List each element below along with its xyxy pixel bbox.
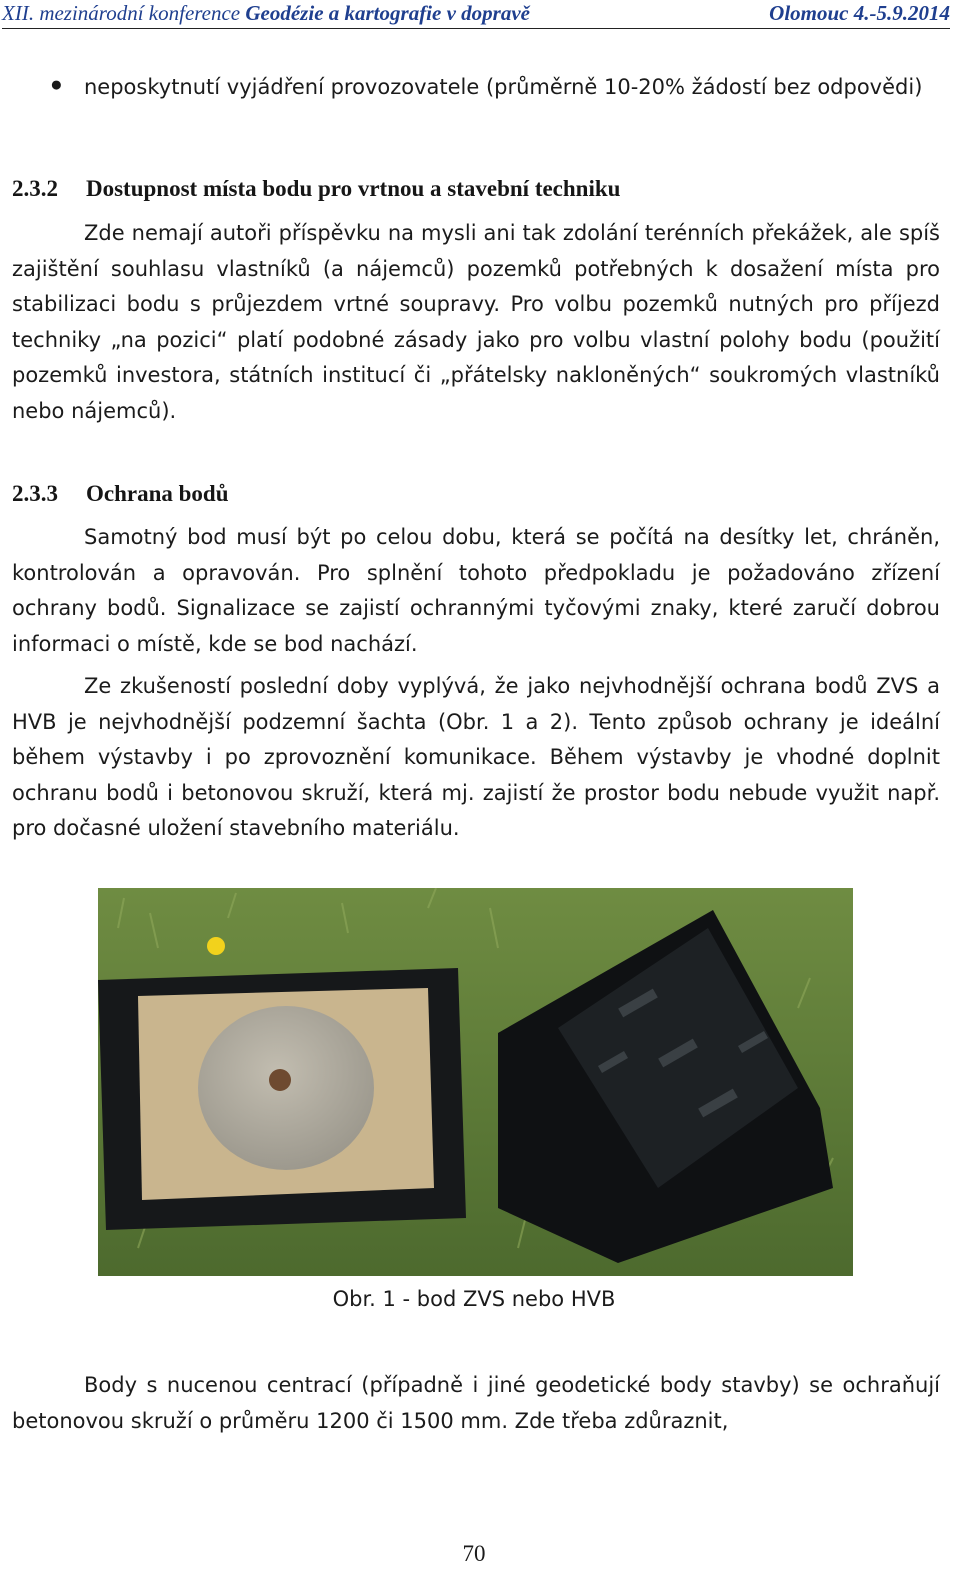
- section-title: Ochrana bodů: [86, 481, 229, 506]
- section-heading-2-3-2: [12, 176, 620, 202]
- header-conference-title: Geodézie a kartografie v dopravě: [245, 1, 530, 25]
- section-number: 2.3.3: [12, 481, 58, 506]
- paragraph-underground-shaft: Ze zkušeností poslední doby vyplývá, že jako nejvhodnější ochrana bodů ZVS a HVB je nejvhodnější podzemní šachta (Obr. 1 a 2). Tento způsob ochrany je ideální během výstavby i po zprovoznění komunikace. Během výstavby je vhodné doplnit ochranu bodů i betonovou skruží, která mj. zajistí že prostor bodu nebude využit např. pro dočasné uložení stavebního materiálu.: [12, 674, 940, 840]
- open-shaft-box: [98, 968, 466, 1230]
- paragraph-protection: Samotný bod musí být po celou dobu, která se počítá na desítky let, chráněn, kontrolován a opravován. Pro splnění tohoto předpokladu je požadováno zřízení ochrany bodů. Signalizace se zajistí ochrannými tyčovými znaky, které zaručí dobrou informaci o místě, kde se bod nachází.: [12, 525, 940, 656]
- dandelion-flower: [207, 937, 225, 955]
- section-number: 2.3.2: [12, 176, 58, 201]
- bullet-item: neposkytnutí vyjádření provozovatele (průměrně 10-20% žádostí bez odpovědi): [84, 75, 923, 99]
- figure-photo: [98, 888, 853, 1276]
- photo-illustration: [98, 888, 853, 1276]
- header-place-date: Olomouc 4.-5.9.2014: [769, 1, 950, 25]
- bullet-dot: ●: [50, 72, 63, 96]
- survey-mark: [269, 1069, 291, 1091]
- header-conference: XII. mezinárodní konference Geodézie a kartografie v dopravě: [2, 1, 530, 25]
- running-header: [2, 0, 950, 29]
- page-number: 70: [462, 1541, 486, 1566]
- paragraph-concrete-ring: Body s nucenou centrací (případně i jiné geodetické body stavby) se ochraňují betonovou skruží o průměru 1200 či 1500 mm. Zde třeba zdůraznit,: [12, 1373, 940, 1433]
- figure-caption: Obr. 1 - bod ZVS nebo HVB: [332, 1287, 616, 1311]
- paragraph-access: Zde nemají autoři příspěvku na mysli ani tak zdolání terénních překážek, ale spíš zajištění souhlasu vlastníků (a nájemců) pozemků potřebných k dosažení místa pro stabilizaci bodu s průjezdem vrtné soupravy. Pro volbu pozemků nutných pro příjezd techniky „na pozici“ platí podobné zásady jako pro volbu vlastní polohy bodu (použití pozemků investora, státních institucí či „přátelsky nakloněných“ soukromých vlastníků nebo nájemců).: [12, 221, 940, 423]
- section-title: Dostupnost místa bodu pro vrtnou a stavební techniku: [86, 176, 621, 201]
- section-heading-2-3-3: [12, 481, 229, 507]
